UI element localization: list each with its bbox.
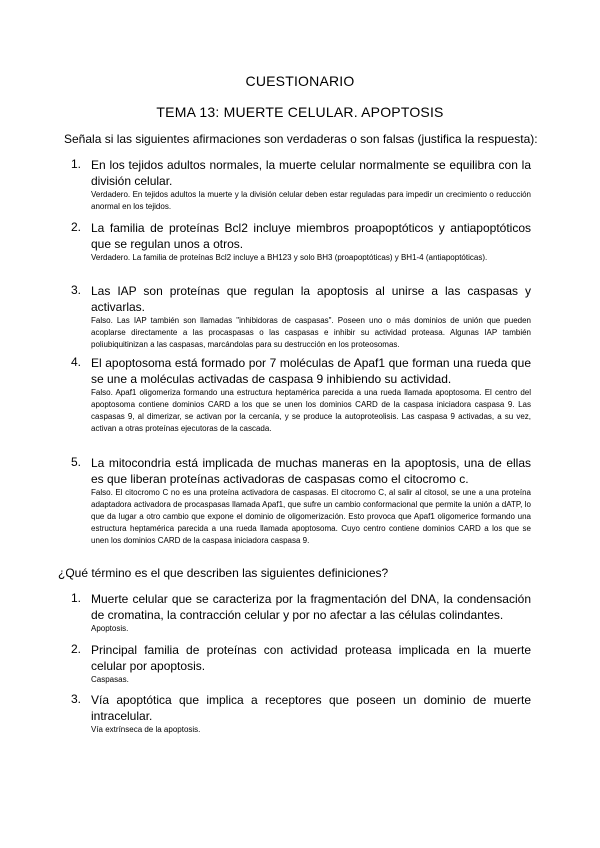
section1-item-3 <box>71 283 531 351</box>
item-number: 3. <box>71 283 82 297</box>
item-question: Las IAP son proteínas que regulan la apoptosis al unirse a las caspasas y activarlas. <box>91 284 531 314</box>
item-number: 2. <box>71 642 82 656</box>
item-number: 1. <box>71 157 82 171</box>
item-question: La familia de proteínas Bcl2 incluye miembros proapoptóticos y antiapoptóticos que se regulan unos a otros. <box>91 221 531 251</box>
item-answer: Falso. El citocromo C no es una proteína activadora de caspasas. El citocromo C, al salir al citosol, se une a una proteína adaptadora activadora de procaspasas llamada Apaf1, que sufre un cambio conformacional que permite la unión a dATP, lo que da lugar a otro cambio que expone el dominio de oligomerización. Esto provoca que Apaf1 oligomerice formando una estructura heptamérica parecida a una rueda llamada apoptosoma. Cuyo centro contiene dominios CARD a los que se unen los dominios CARD de la caspasa iniciadora caspasa 9. <box>91 488 531 545</box>
item-number: 1. <box>71 591 82 605</box>
section1-item-4 <box>71 355 531 435</box>
document-title: CUESTIONARIO <box>245 73 355 89</box>
item-number: 4. <box>71 355 82 369</box>
item-answer: Falso. Las IAP también son llamadas "inhibidoras de caspasas". Poseen uno o más dominios de unión que pueden acoplarse directamente a las procaspasas o las caspasas e inhibir su actividad proteasa. Algunas IAP también poliubiquitinizan a las caspasas, marcándolas para su destrucción en los proteosomas. <box>91 316 531 349</box>
section2-intro: ¿Qué término es el que describen las siguientes definiciones? <box>58 566 389 580</box>
item-number: 3. <box>71 692 82 706</box>
item-answer: Caspasas. <box>91 675 129 684</box>
section2-item-1 <box>71 591 531 635</box>
item-question: Muerte celular que se caracteriza por la fragmentación del DNA, la condensación de cromatina, la contracción celular y por no afectar a las células colindantes. <box>91 592 531 622</box>
item-number: 5. <box>71 455 82 469</box>
section2-item-2 <box>71 642 531 686</box>
item-question: En los tejidos adultos normales, la muerte celular normalmente se equilibra con la división celular. <box>91 158 531 188</box>
item-question: Principal familia de proteínas con actividad proteasa implicada en la muerte celular por apoptosis. <box>91 643 531 673</box>
item-question: Vía apoptótica que implica a receptores que poseen un dominio de muerte intracelular. <box>91 693 531 723</box>
item-number: 2. <box>71 220 82 234</box>
item-question: El apoptosoma está formado por 7 moléculas de Apaf1 que forman una rueda que se une a moléculas activadas de caspasa 9 inhibiendo su actividad. <box>91 356 531 386</box>
section2-item-3 <box>71 692 531 736</box>
section1-item-5 <box>71 455 531 547</box>
section1-item-1 <box>71 157 531 213</box>
document-subtitle: TEMA 13: MUERTE CELULAR. APOPTOSIS <box>156 104 444 120</box>
item-answer: Falso. Apaf1 oligomeriza formando una estructura heptamérica parecida a una rueda llamada apoptosoma. El centro del apoptosoma contiene dominios CARD a los que se unen los dominios CARD de la caspasa iniciadora caspasa 9. Las caspasas 9, al dimerizar, se activan por la cercanía, y se produce la autoproteolisis. Las caspasa 9 activadas, a su vez, activan a otras proteínas ejecutoras de la cascada. <box>91 388 531 433</box>
item-answer: Verdadero. La familia de proteínas Bcl2 incluye a BH123 y solo BH3 (proapoptóticas) y BH1-4 (antiapoptóticas). <box>91 253 488 262</box>
item-answer: Verdadero. En tejidos adultos la muerte y la división celular deben estar reguladas para impedir un crecimiento o reducción anormal en los tejidos. <box>91 190 531 211</box>
section1-intro: Señala si las siguientes afirmaciones son verdaderas o son falsas (justifica la respuesta): <box>64 132 538 146</box>
item-question: La mitocondria está implicada de muchas maneras en la apoptosis, una de ellas es que liberan proteínas activadoras de caspasas como el citocromo c. <box>91 456 531 486</box>
section1-item-2 <box>71 220 531 264</box>
item-answer: Apoptosis. <box>91 624 129 633</box>
item-answer: Vía extrínseca de la apoptosis. <box>91 725 201 734</box>
